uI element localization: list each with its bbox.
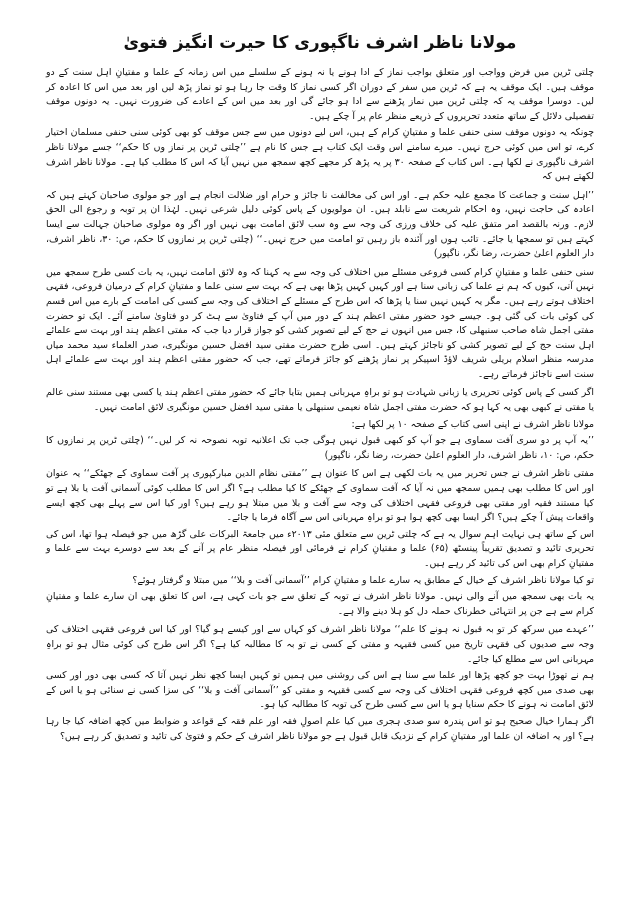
- paragraph-4: اگر کسی کے پاس کوئی تحریری یا زبانی شہادت ہو تو براہِ مہربانی ہمیں بتایا جائے کہ حضور مفتی اعظم ہند یا کسی بھی مستند سنی عالم یا مفتی نے کبھی بھی یہ کہا ہو کہ حضرت مفتی اجمل شاہ نعیمی سنبھلی یا مفتی سید افضل حسین مونگیری لائق امامت نہیں۔: [46, 387, 594, 414]
- quote-paragraph-1: ’’اہل سنت و جماعت کا مجمع علیہ حکم ہے۔ اور اس کی مخالفت نا جائز و حرام اور ضلالت انجام ہے اور جو مولوی صاحبان کہتے ہیں کہ اعادہ کی حاجت نہیں، وہ احکام شریعت سے نابلد ہیں۔ ان مولویوں کے پاس کوئی دلیل شرعی نہیں۔ لہٰذا ان پر توبہ و رجوع الی الحق لازم۔ ورنہ بالقصد امر متفق علیہ کی خلاف ورزی کی وجہ سے وہ سب لائق امامت بھی نہیں اور اگر وہ مولوی صاحبان جہالت سے ایسا کہتے ہیں تو سمجھا یا جائے۔ تائب ہوں اور آئندہ باز رہیں تو امامت میں حرج نہیں۔‘‘ (چلتی ٹرین پر نمازوں کا حکم، ص: ۳۰، ناظر اشرف، دار العلوم اعلیٰ حضرت، رضا نگر، ناگپور): [46, 189, 594, 260]
- paragraph-8: تو کیا مولانا ناظر اشرف کے خیال کے مطابق یہ سارے علما و مفتیانِ کرام ’’آسمانی آفت و بلا‘‘ میں مبتلا و گرفتار ہوئے؟: [132, 574, 594, 586]
- paragraph-3: سنی حنفی علما و مفتیانِ کرام کسی فروعی مسئلے میں اختلاف کی وجہ سے یہ کہنا کہ وہ لائق امامت نہیں، یہ بات کسی طرح سمجھ میں نہیں آتی، کیوں کہ ہم نے علما کی زبانی سنا ہے اور کہیں کہیں پڑھا بھی ہے کہ بہت سے سنی علما و مفتیانِ کرام کے درمیان فروعی، فقہی اختلاف ہوتے رہے ہیں۔ مگر یہ کہیں نہیں سنا یا پڑھا کہ اس طرح کے مسئلے کے اختلاف کی وجہ سے کسی کی امامت کے بارے میں اس قسم کی کوئی بات کی گئی ہو۔ جیسے خود حضور مفتی اعظم ہند کے دور میں آپ کے فتاویٰ سے ہٹ کر دو فتاویٰ سامنے آئے۔ ایک تو حضرت مفتی اجمل شاہ صاحب سنبھلی کا، جس میں انہوں نے حج کے لیے تصویر کشی کو جواز قرار دیا جب کہ مفتی اعظم ہند اور بہت سے علمائے اہل سنت حج کے لیے تصویر کشی کو ناجائز کہتے ہیں۔ اسی طرح حضرت مفتی سید افضل حسین مونگیری، صدر العلماء سید محمد میاں مدرسہ منظر اسلام بریلی شریف لاؤڈ اسپیکر پر نماز پڑھنے کو جائز فرماتے تھے، جب کہ حضور مفتی اعظم ہند اور بہت سے علمائے اہل سنت اسے ناجائز فرماتے رہے۔: [46, 266, 594, 380]
- document-title: مولانا ناظر اشرف ناگپوری کا حیرت انگیز فتویٰ: [123, 33, 517, 53]
- paragraph-5: مولانا ناظر اشرف نے اپنی اسی کتاب کے صفحہ ۱۰ پر لکھا ہے:: [351, 418, 594, 430]
- paragraph-2: چونکہ یہ دونوں موقف سنی حنفی علما و مفتیانِ کرام کے ہیں، اس لیے دونوں میں سے جس موقف کو بھی کوئی سنی حنفی مسلمان اختیار کرے، تو اس میں کوئی حرج نہیں۔ میرے سامنے اس وقت ایک کتاب ہے جس کا نام ہے ’’چلتی ٹرین پر نماز وں کا حکم‘‘ جسے مولانا ناظر اشرف ناگپوری نے لکھا ہے۔ اس کتاب کے صفحہ ۳۰ پر یہ پڑھ کر مجھے کچھ سمجھ میں نہیں آیا کہ اس کا مطلب کیا ہے۔ مولانا ناظر اشرف لکھتے ہیں کہ: [46, 127, 594, 183]
- paragraph-7: اس کے ساتھ ہی نہایت اہم سوال یہ ہے کہ چلتی ٹرین سے متعلق مئی ۲۰۱۳ء میں جامعۃ البرکات علی گڑھ میں جو فیصلہ ہوا تھا، اس کی تحریری تائید و تصدیق تقریباً پینسٹھ (۶۵) علما و مفتیانِ کرام نے فرمائی اور فیصلہ منظر عام پر آنے کے بعد سے دوسرے بہت سے علما و مفتیانِ کرام بھی اس کی تائید کر رہے ہیں۔: [46, 528, 595, 569]
- paragraph-9: یہ بات بھی سمجھ میں آنے والی نہیں۔ مولانا ناظر اشرف نے توبہ کے تعلق سے جو بات کہی ہے، اس کا تعلق بھی ان سارے علما و مفتیانِ کرام سے ہے جن پر انتہائی خطرناک حملہ دل کو ہلا دینے والا ہے۔: [46, 591, 594, 617]
- paragraph-12: اگر ہمارا خیال صحیح ہو تو اس پندرہ سو صدی ہجری میں کیا علم اصولِ فقہ اور علم فقہ کے قواعد و ضوابط میں کچھ اضافہ کیا جا رہا ہے؟ اور یہ اضافہ ان علما اور مفتیانِ کرام کے نزدیک قابل قبول ہے جو مولانا ناظر اشرف کے حکم و فتویٰ کی تائید و تصدیق کر رہے ہیں؟: [46, 715, 594, 742]
- quote-paragraph-2: ’’یہ آپ پر دو سری آفت سماوی ہے جو آپ کو کبھی قبول نہیں ہوگی جب تک اعلانیہ توبہ نصوحہ نہ کر لیں۔‘‘ (چلتی ٹرین پر نمازوں کا حکم، ص: ۱۰، ناظر اشرف، دار العلوم اعلیٰ حضرت، رضا نگر، ناگپور): [46, 435, 594, 461]
- paragraph-6: مفتی ناظر اشرف نے جس تحریر میں یہ بات لکھی ہے اس کا عنوان ہے ’’مفتی نظام الدین مبارکپوری پر آفت سماوی کے جھٹکے‘‘ یہ عنوان اور اس کا مطلب بھی ہمیں سمجھ میں نہ آیا کہ آفت سماوی کے جھٹکے کا کیا مطلب ہے؟ اگر اس کا مطلب کوئی آسمانی آفت یا بلا ہے تو کیا مستند فقیہ اور مفتی بھی فروعی فقہی اختلاف کی وجہ سے آفت و بلا میں مبتلا ہو رہے ہیں؟ اور کیا اس سے پہلے بھی کچھ ایسے واقعات پیش آ چکے ہیں؟ اگر ایسا بھی کچھ ہوا ہو تو براہِ مہربانی اس سے آگاہ فرما یا جائے۔: [46, 468, 594, 524]
- paragraph-10: ’’عہدے میں سرکھ کر تو بہ قبول نہ ہونے کا علم‘‘ مولانا ناظر اشرف کو کہاں سے اور کیسے ہو گیا؟ اور کیا اس فروعی فقہی اختلاف کی وجہ سے صدیوں کی فقہی تاریخ میں کسی فقیہہ و مفتی کے کسی نے تو بہ کا مطالبہ کیا ہے؟ اگر اس طرح کی کوئی مثال ہو تو براہِ مہربانی اس سے مطلع کیا جائے۔: [46, 624, 594, 665]
- paragraph-11: ہم نے تھوڑا بہت جو کچھ پڑھا اور علما سے سنا ہے اس کی روشنی میں ہمیں تو کہیں ایسا کچھ نظر نہیں آتا کہ کسی بھی دور اور کسی بھی صدی میں کچھ فروعی فقہی اختلاف کی وجہ سے کسی فقیہہ و مفتی کو ’’آسمانی آفت و بلا‘‘ کی سزا کسی نے سنائی ہو یا اس کے لائق امامت نہ ہونے کا حکم سنایا ہو یا اس سے کسی طرح کی توبہ کا مطالبہ کیا ہو۔: [46, 670, 594, 711]
- paragraph-1: چلتی ٹرین میں فرض وواجب اور متعلق بواجب نماز کے ادا ہونے یا نہ ہونے کے سلسلے میں اس زمانہ کے علما و مفتیانِ اہل سنت کے دو موقف ہیں۔ ایک موقف یہ ہے کہ ٹرین میں سفر کے دوران اگر کسی نماز کا وقت جا رہا ہو تو نماز پڑھ لیں اور بعد میں اس کا اعادہ کر لیں۔ دوسرا موقف یہ کہ چلتی ٹرین میں نماز پڑھنے سے ادا ہو جائے گی اور بعد میں اس کے اعادے کی ضرورت نہیں۔ یہ دونوں موقف تفصیلی دلائل کے ساتھ متعدد تحریروں کے ذریعے منظر عام پر آ چکے ہیں۔: [46, 67, 594, 122]
